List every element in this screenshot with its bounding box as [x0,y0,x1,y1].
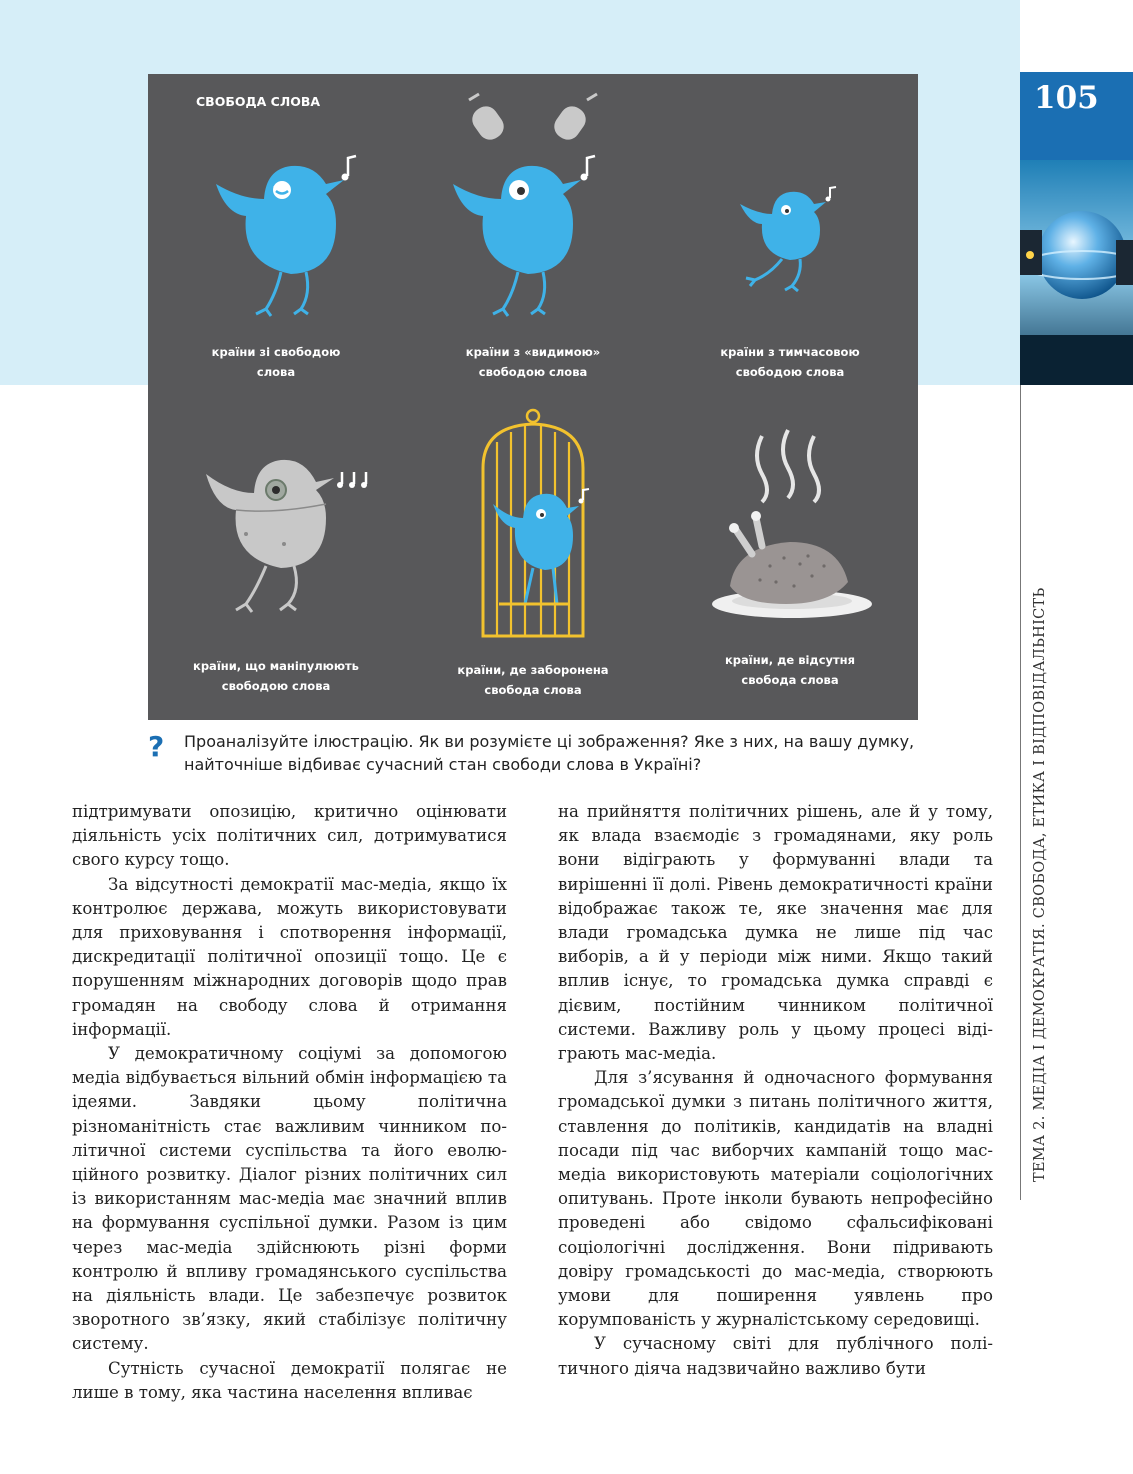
singing-bird-icon [186,144,366,324]
paragraph: підтримувати опозицію, критично оцінювати діяльність усіх політичних сил, дотримуватися свого курсу тощо. [72,802,507,870]
robot-bird-icon [176,444,376,624]
freedom-of-speech-infographic [148,74,918,720]
caption-line-1: країни, що маніпулюють [193,659,359,673]
caption-line-1: країни зі свободою [211,345,341,359]
camera-right-icon [550,94,597,144]
caption-line-1: країни, де відсутня [724,653,856,667]
panel-caption [690,342,890,382]
question-text: Проаналізуйте ілюстрацію. Як ви розумієте ці зображення? Яке з них, на вашу думку, найточніше відбиває сучасний стан свободи слова в Україні? [184,732,915,774]
steam-icon [757,430,819,502]
page-number: 105 [1034,80,1099,116]
panel-caption [690,650,890,690]
panel-caption [176,656,376,696]
caption-line-2: свободою слова [221,679,331,693]
right-text-column [558,800,993,1381]
caption-line-2: слова [256,365,296,379]
question-mark-icon: ? [148,730,165,763]
camera-left-icon [468,94,509,144]
panel-absent-freedom [662,426,918,690]
chapter-thumbnail-image [1020,160,1133,385]
panel-caption [433,660,633,700]
paragraph: Для з’ясування й одночасного формування громадської думки з питань політичного життя, ставлення до політиків, кандидатів на владні посади під час виборчих кампаній тощо мас-медіа використовують матеріали соціологічних опитувань. Проте інколи бувають непрофесійно проведені або свідомо сфальсифіковані соціологічні дослідження. Вони підривають довіру громадськості до мас-медіа, створюють умови для поширення уявлень про корумпованість у журналістському середовищі. [558,1068,993,1330]
page-number-tab [1020,72,1133,160]
panel-temporary-freedom [662,174,918,382]
panel-caption [433,342,633,382]
caption-line-1: країни з тимчасовою [720,345,860,359]
caption-line-2: свобода слова [741,673,839,687]
side-rule [1020,385,1021,1200]
paragraph: на прийняття політичних рішень, але й у тому, як влада взаємодіє з громадянами, яку роль вони відіграють у формуванні влади та вирішенні її долі. Рівень демократичності країни відображає також те, яке значення має для влади громадська думка не лише під час виборів, а й у періоди між ними. Якщо такий вплив існує, то громадська думка справді є дієвим, постійним чинником політичної системи. Важливу роль у цьому процесі відіграють мас-медіа. [558,802,993,1064]
caption-line-1: країни з «видимою» [465,345,601,359]
caged-bird-icon [453,408,613,642]
music-notes-icon [342,472,366,484]
roasted-bird-icon [700,426,880,642]
paragraph: За відсутності демократії мас-медіа, якщо їх контролює держава, можуть використовувати для приховування і спотворення інформації, дискредитації політичної опозиції тощо. Це є порушенням міжнародних договорів щодо прав громадян на свободу слова й отримання інформації. [72,874,507,1039]
panel-banned-freedom [405,408,661,700]
caption-line-2: свободою слова [735,365,845,379]
paragraph: Сутність сучасної демократії полягає не лише в тому, яка частина населення впливає [72,1358,507,1402]
watched-bird-icon [433,90,633,324]
panel-caption [176,342,376,382]
caption-line-2: свободою слова [478,365,588,379]
small-bird-icon [720,174,860,324]
globe-illustration [1020,160,1133,385]
left-text-column [72,800,507,1405]
panel-manipulated-freedom [148,444,404,696]
infographic-title: СВОБОДА СЛОВА [196,94,321,109]
caption-line-1: країни, де заборонена [457,663,609,677]
paragraph: У сучасному світі для публічного політичного діяча надзвичайно важливо бути [558,1334,993,1378]
panel-visible-freedom [405,90,661,382]
caption-line-2: свобода слова [484,683,582,697]
panel-free-speech [148,144,404,382]
chapter-side-title: ТЕМА 2. МЕДІА І ДЕМОКРАТІЯ. СВОБОДА, ЕТИКА І ВІДПОВІДАЛЬНІСТЬ [1032,587,1048,1182]
paragraph: У демократичному соціумі за допомогою медіа відбувається вільний обмін інформацією та ідеями. Завдяки цьому політична різноманітність стає важливим чинником політичної системи суспільства та його еволюційного розвитку. Діалог різних політичних сил із використанням мас-медіа має значний вплив на формування суспільної думки. Разом із цим через мас-медіа здійснюють різні форми контролю й впливу громадянського суспільства на діяльність влади. Це забезпечує розвиток зворотного зв’язку, який стабілізує політичну систему. [72,1044,507,1354]
